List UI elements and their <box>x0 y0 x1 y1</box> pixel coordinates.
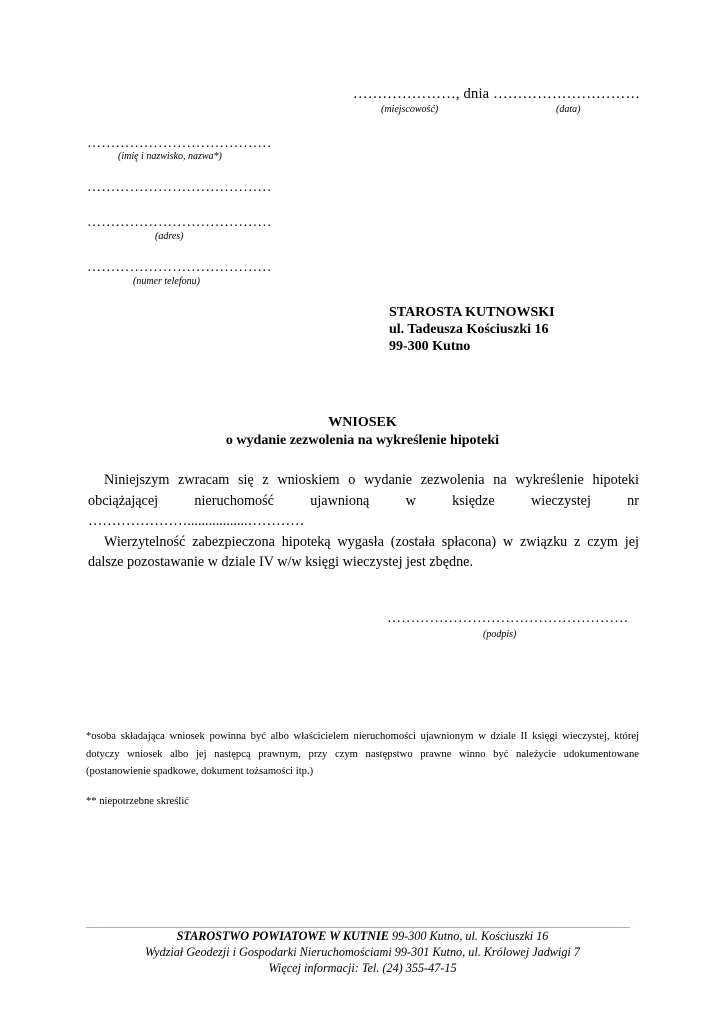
signature-line: …………………………………………… <box>387 611 629 626</box>
date-caption: (data) <box>556 104 581 115</box>
applicant-phone-line: ………………………………… <box>87 260 272 275</box>
applicant-name-line: ………………………………… <box>87 136 272 151</box>
recipient-block <box>389 304 555 355</box>
footer-department: Wydział Geodezji i Gospodarki Nieruchomościami 99-301 Kutno, ul. Królowej Jadwigi 7 <box>145 945 580 959</box>
applicant-address-line: ………………………………… <box>87 215 272 230</box>
document-subtitle: o wydanie zezwolenia na wykreślenie hipoteki <box>225 433 500 448</box>
recipient-name: STAROSTA KUTNOWSKI <box>389 305 555 320</box>
footnote-1: *osoba składająca wniosek powinna być albo właścicielem nieruchomości ujawnionym w dziale II księgi wieczystej, której dotyczy wniosek albo jej następcą prawnym, przy czym następstwo prawne winno być należycie udokumentowane (postanowienie spadkowe, dokument tożsamości itp.) <box>86 731 639 777</box>
applicant-phone-caption: (numer telefonu) <box>133 276 200 287</box>
request-paragraph-1: Niniejszym zwracam się z wnioskiem o wydanie zezwolenia na wykreślenie hipoteki obciążającej nieruchomość ujawnioną w księdze wieczystej nr ………………….................………… <box>88 472 639 529</box>
applicant-address-caption: (adres) <box>155 231 184 242</box>
recipient-street: ul. Tadeusza Kościuszki 16 <box>389 322 549 337</box>
applicant-name-caption: (imię i nazwisko, nazwa*) <box>118 151 222 162</box>
applicant-line-2: ………………………………… <box>87 180 272 195</box>
place-date-line: …………………, dnia ………………………… <box>353 86 641 102</box>
place-caption: (miejscowość) <box>381 104 439 115</box>
request-paragraph-2: Wierzytelność zabezpieczona hipoteką wygasła (została spłacona) w związku z czym jej dalsze pozostawanie w dziale IV w/w księgi wieczystej jest zbędne. <box>88 533 639 570</box>
request-body <box>88 470 639 573</box>
footer-office-address: 99-300 Kutno, ul. Kościuszki 16 <box>388 929 549 943</box>
footnote-2: ** niepotrzebne skreślić <box>86 796 189 807</box>
document-title: WNIOSEK <box>328 415 397 430</box>
footer-contact: Więcej informacji: Tel. (24) 355-47-15 <box>268 961 457 975</box>
recipient-city: 99-300 Kutno <box>389 339 471 354</box>
footer-office-name: STAROSTWO POWIATOWE W KUTNIE <box>176 929 389 943</box>
signature-caption: (podpis) <box>483 629 517 640</box>
footer-office <box>0 928 725 944</box>
